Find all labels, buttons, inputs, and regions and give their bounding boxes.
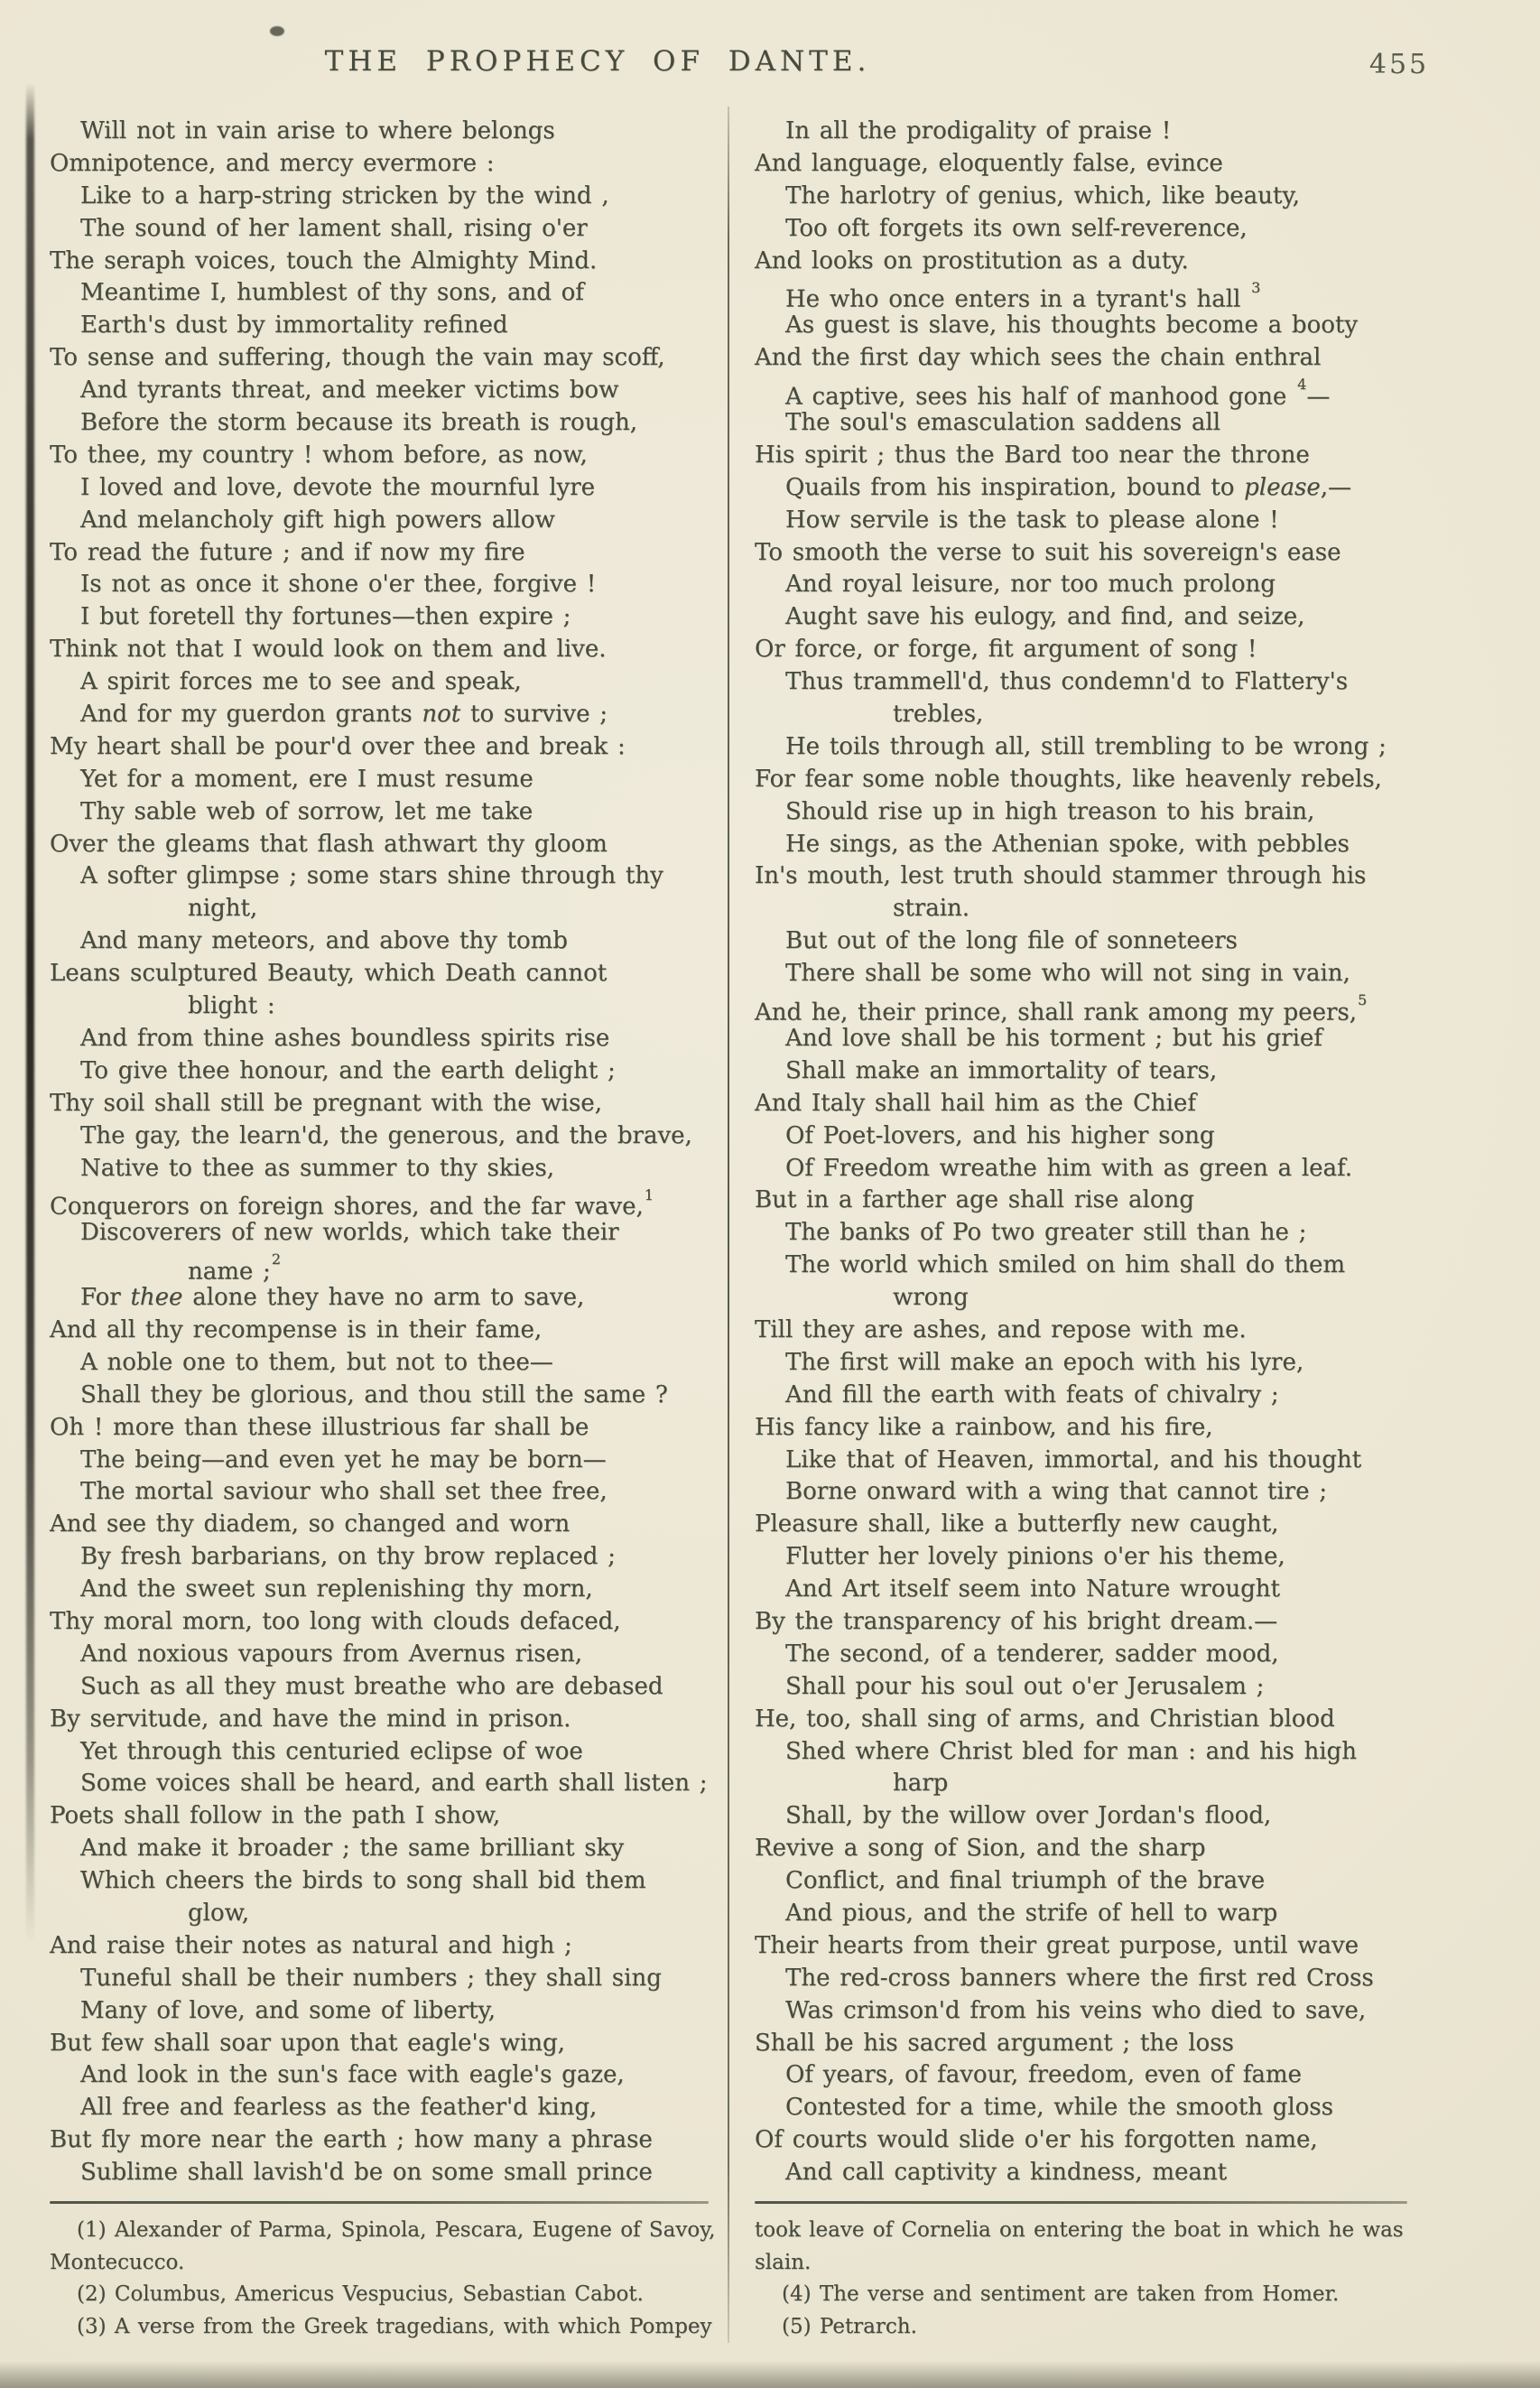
verse-line: blight : <box>188 992 275 1020</box>
page-number: 455 <box>1368 49 1430 80</box>
verse-line: And the first day which sees the chain enthral <box>755 344 1322 372</box>
verse-line: A softer glimpse ; some stars shine through thy <box>80 862 663 890</box>
verse-line: And raise their notes as natural and high ; <box>50 1931 572 1959</box>
column-left <box>50 116 715 2343</box>
verse-line: Tuneful shall be their numbers ; they shall sing <box>80 1964 662 1992</box>
verse-line: Which cheers the birds to song shall bid them <box>80 1867 646 1895</box>
verse-line: Native to thee as summer to thy skies, <box>80 1154 554 1182</box>
verse-line: Quails from his inspiration, bound to please,— <box>785 473 1351 501</box>
verse-line: Meantime I, humblest of thy sons, and of <box>80 279 584 307</box>
verse-line: The first will make an epoch with his lyre, <box>785 1348 1304 1376</box>
verse-line: Thus trammell'd, thus condemn'd to Flattery's <box>785 668 1349 696</box>
verse-line: Pleasure shall, like a butterfly new caught, <box>755 1510 1279 1538</box>
verse-line: And he, their prince, shall rank among my peers,$^5$ <box>755 991 1368 1027</box>
ink-speck <box>270 26 284 36</box>
verse-line: And call captivity a kindness, meant <box>785 2159 1228 2187</box>
verse-line: trebles, <box>893 701 984 729</box>
verse-line: Contested for a time, while the smooth gloss <box>785 2094 1333 2122</box>
verse-line: Discoverers of new worlds, which take their <box>80 1219 619 1247</box>
verse-line: For fear some noble thoughts, like heavenly rebels, <box>755 765 1382 793</box>
verse-line: And all thy recompense is in their fame, <box>50 1315 543 1343</box>
verse-line: And Italy shall hail him as the Chief <box>755 1089 1196 1117</box>
verse-line: And make it broader ; the same brilliant sky <box>80 1835 625 1863</box>
verse-line: And royal leisure, nor too much prolong <box>785 571 1276 599</box>
verse-line: And the sweet sun replenishing thy morn, <box>80 1575 593 1603</box>
verse-line: I loved and love, devote the mournful lyre <box>80 473 596 501</box>
verse-line: Before the storm because its breath is rough, <box>80 409 638 437</box>
verse-line: But few shall soar upon that eagle's wing, <box>50 2029 565 2057</box>
verse-line: Conquerors on foreign shores, and the far wave,$^1$ <box>50 1185 654 1222</box>
verse-line: By servitude, and have the mind in prison. <box>50 1705 571 1733</box>
verse-line: Yet through this centuried eclipse of woe <box>80 1737 583 1765</box>
verse-line: Of years, of favour, freedom, even of fame <box>785 2061 1302 2089</box>
verse-line: Shall make an immortality of tears, <box>785 1056 1218 1084</box>
verse-line: My heart shall be pour'd over thee and break : <box>50 732 626 760</box>
footnote-line: (3) A verse from the Greek tragedians, with which Pompey <box>77 2314 712 2338</box>
verse-line: And many meteors, and above thy tomb <box>80 927 568 955</box>
verse-line: A spirit forces me to see and speak, <box>80 668 522 696</box>
verse-line: Shed where Christ bled for man : and his high <box>785 1737 1357 1765</box>
verse-line: He toils through all, still trembling to be wrong ; <box>785 732 1387 760</box>
verse-lines-right <box>755 116 1414 2189</box>
footnote-line: Montecucco. <box>50 2250 185 2274</box>
verse-line: Aught save his eulogy, and find, and seize, <box>785 603 1305 631</box>
footnote-line: (2) Columbus, Americus Vespucius, Sebastian Cabot. <box>77 2282 644 2306</box>
verse-line: Shall be his sacred argument ; the loss <box>755 2029 1234 2057</box>
verse-line: A noble one to them, but not to thee— <box>80 1348 553 1376</box>
footnote-line: (4) The verse and sentiment are taken from Homer. <box>782 2282 1340 2306</box>
verse-line: wrong <box>893 1284 969 1312</box>
verse-line: His fancy like a rainbow, and his fire, <box>755 1413 1213 1441</box>
verse-line: Omnipotence, and mercy evermore : <box>50 149 495 177</box>
verse-line: To thee, my country ! whom before, as now, <box>50 441 588 469</box>
verse-line: I but foretell thy fortunes—then expire ; <box>80 603 571 631</box>
verse-line: Like to a harp-string stricken by the wind , <box>80 181 609 209</box>
verse-line: night, <box>188 895 258 923</box>
verse-line: Thy moral morn, too long with clouds defaced, <box>50 1607 621 1635</box>
verse-line: The sound of her lament shall, rising o'er <box>80 214 588 242</box>
verse-line: Their hearts from their great purpose, until wave <box>755 1931 1359 1959</box>
verse-line: And noxious vapours from Avernus risen, <box>80 1640 583 1668</box>
verse-line: As guest is slave, his thoughts become a booty <box>785 311 1359 339</box>
verse-line: And for my guerdon grants not to survive ; <box>80 701 608 729</box>
footnote-line: (1) Alexander of Parma, Spinola, Pescara, Eugene of Savoy, <box>77 2218 716 2242</box>
verse-line: There shall be some who will not sing in vain, <box>785 960 1350 988</box>
verse-line: Over the gleams that flash athwart thy gloom <box>50 830 608 858</box>
verse-line: Revive a song of Sion, and the sharp <box>755 1835 1206 1863</box>
verse-line: But out of the long file of sonneteers <box>785 927 1238 955</box>
verse-lines-left <box>50 116 715 2189</box>
verse-line: For thee alone they have no arm to save, <box>80 1284 585 1312</box>
verse-line: And melancholy gift high powers allow <box>80 506 555 534</box>
verse-line: He sings, as the Athenian spoke, with pebbles <box>785 830 1350 858</box>
verse-line: The seraph voices, touch the Almighty Mind. <box>50 246 598 274</box>
verse-line: Of Freedom wreathe him with as green a leaf. <box>785 1154 1352 1182</box>
verse-line: And fill the earth with feats of chivalry ; <box>785 1380 1279 1408</box>
verse-line: The soul's emasculation saddens all <box>785 409 1220 437</box>
verse-line: The being—and even yet he may be born— <box>80 1445 607 1473</box>
verse-line: But fly more near the earth ; how many a phrase <box>50 2126 653 2154</box>
verse-line: By fresh barbarians, on thy brow replaced ; <box>80 1543 616 1571</box>
verse-line: To smooth the verse to suit his sovereign's ease <box>755 538 1341 566</box>
verse-line: The red-cross banners where the first red Cross <box>785 1964 1374 1992</box>
verse-line: name ;$^2$ <box>188 1250 282 1286</box>
verse-line: Too oft forgets its own self-reverence, <box>785 214 1248 242</box>
verse-line: And language, eloquently false, evince <box>755 149 1223 177</box>
verse-line: And from thine ashes boundless spirits rise <box>80 1024 610 1052</box>
verse-line: Or force, or forge, fit argument of song ! <box>755 636 1257 664</box>
verse-line: Shall, by the willow over Jordan's flood, <box>785 1802 1272 1830</box>
verse-line: To read the future ; and if now my fire <box>50 538 525 566</box>
verse-line: And look in the sun's face with eagle's gaze, <box>80 2061 625 2089</box>
verse-line: Think not that I would look on them and live. <box>50 636 607 664</box>
verse-line: Sublime shall lavish'd be on some small prince <box>80 2159 653 2187</box>
verse-line: All free and fearless as the feather'd king, <box>80 2094 598 2122</box>
verse-line: He who once enters in a tyrant's hall $^3$ <box>785 278 1261 314</box>
verse-line: And see thy diadem, so changed and worn <box>50 1510 571 1538</box>
verse-line: Many of love, and some of liberty, <box>80 1996 496 2024</box>
verse-line: He, too, shall sing of arms, and Christian blood <box>755 1705 1335 1733</box>
verse-line: Poets shall follow in the path I show, <box>50 1802 501 1830</box>
verse-line: Till they are ashes, and repose with me. <box>755 1315 1247 1343</box>
footnote-line: took leave of Cornelia on entering the boat in which he was <box>755 2218 1404 2242</box>
verse-line: A captive, sees his half of manhood gone $^4$— <box>785 376 1331 411</box>
verse-line: To sense and suffering, though the vain may scoff, <box>50 344 665 372</box>
footnote-line: slain. <box>755 2250 812 2274</box>
footnotes-left <box>50 2215 715 2343</box>
verse-line: Of Poet-lovers, and his higher song <box>785 1121 1215 1149</box>
verse-line: The banks of Po two greater still than he ; <box>785 1219 1307 1247</box>
verse-line: Such as all they must breathe who are debased <box>80 1672 663 1700</box>
verse-line: And looks on prostitution as a duty. <box>755 246 1189 274</box>
verse-line: How servile is the task to please alone ! <box>785 506 1279 534</box>
verse-line: The second, of a tenderer, sadder mood, <box>785 1640 1279 1668</box>
verse-line: Earth's dust by immortality refined <box>80 311 508 339</box>
verse-line: The harlotry of genius, which, like beauty, <box>785 181 1300 209</box>
verse-line: Thy sable web of sorrow, let me take <box>80 797 533 825</box>
verse-line: Shall pour his soul out o'er Jerusalem ; <box>785 1672 1265 1700</box>
scan-gutter-shadow <box>26 83 34 1943</box>
verse-line: Was crimson'd from his veins who died to save, <box>785 1996 1367 2024</box>
footnote-rule-left <box>50 2201 709 2204</box>
verse-line: The mortal saviour who shall set thee free, <box>80 1478 608 1506</box>
verse-line: In all the prodigality of praise ! <box>785 117 1172 144</box>
verse-line: harp <box>893 1770 949 1798</box>
verse-line: The world which smiled on him shall do them <box>785 1251 1346 1279</box>
verse-line: Borne onward with a wing that cannot tire ; <box>785 1478 1328 1506</box>
verse-line: strain. <box>893 895 970 923</box>
verse-line: Is not as once it shone o'er thee, forgive ! <box>80 571 597 599</box>
verse-line: The gay, the learn'd, the generous, and the brave, <box>80 1121 692 1149</box>
column-divider <box>728 107 729 2343</box>
verse-line: Leans sculptured Beauty, which Death cannot <box>50 960 608 988</box>
column-right <box>755 116 1414 2343</box>
scan-bottom-shadow <box>0 2361 1540 2388</box>
verse-line: glow, <box>188 1899 250 1927</box>
verse-line: In's mouth, lest truth should stammer through his <box>755 862 1367 890</box>
verse-line: Oh ! more than these illustrious far shall be <box>50 1413 589 1441</box>
verse-line: Shall they be glorious, and thou still the same ? <box>80 1380 668 1408</box>
verse-line: Of courts would slide o'er his forgotten name, <box>755 2126 1318 2154</box>
verse-line: And tyrants threat, and meeker victims bow <box>80 376 619 404</box>
verse-line: To give thee honour, and the earth delight ; <box>80 1056 616 1084</box>
verse-line: But in a farther age shall rise along <box>755 1186 1194 1214</box>
verse-line: Yet for a moment, ere I must resume <box>80 765 533 793</box>
footnote-line: (5) Petrarch. <box>782 2314 917 2338</box>
footnotes-right <box>755 2215 1414 2343</box>
verse-line: Should rise up in high treason to his brain, <box>785 797 1315 825</box>
page-title: THE PROPHECY OF DANTE. <box>324 45 871 78</box>
verse-line: Flutter her lovely pinions o'er his theme, <box>785 1543 1285 1571</box>
verse-line: And pious, and the strife of hell to warp <box>785 1899 1278 1927</box>
verse-line: And Art itself seem into Nature wrought <box>785 1575 1280 1603</box>
verse-line: Some voices shall be heard, and earth shall listen ; <box>80 1770 708 1798</box>
verse-line: And love shall be his torment ; but his grief <box>785 1024 1322 1052</box>
verse-line: Conflict, and final triumph of the brave <box>785 1867 1266 1895</box>
footnote-rule-right <box>755 2201 1407 2204</box>
verse-line: By the transparency of his bright dream.— <box>755 1607 1278 1635</box>
verse-line: His spirit ; thus the Bard too near the throne <box>755 441 1310 469</box>
verse-line: Like that of Heaven, immortal, and his thought <box>785 1445 1362 1473</box>
verse-line: Will not in vain arise to where belongs <box>80 117 555 144</box>
verse-line: Thy soil shall still be pregnant with the wise, <box>50 1089 602 1117</box>
